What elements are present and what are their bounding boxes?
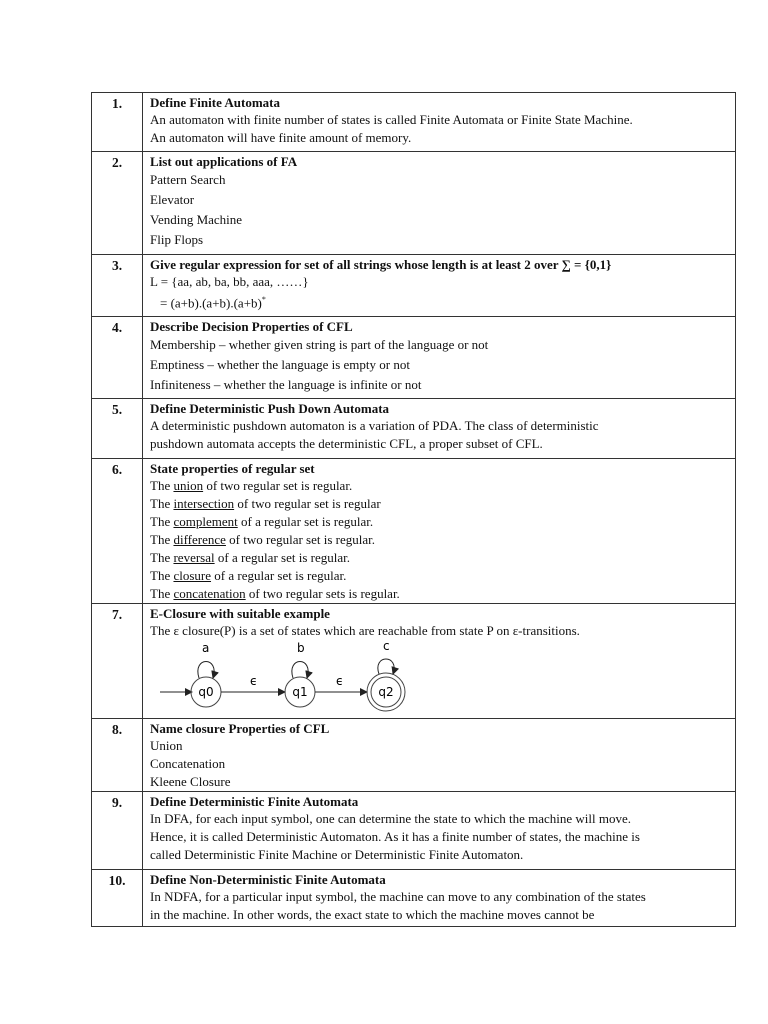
property-prefix: The — [150, 532, 174, 547]
property-line — [150, 531, 729, 549]
property-suffix: of a regular set is regular. — [214, 550, 350, 565]
answer-line — [150, 291, 729, 312]
row-number: 6. — [92, 459, 143, 604]
property-prefix: The — [150, 550, 174, 565]
question: E-Closure with suitable example — [150, 606, 330, 621]
answer-line: The ε closure(P) is a set of states which are reachable from state P on ε-transitions. — [150, 623, 580, 638]
table-row — [92, 93, 736, 152]
property-prefix: The — [150, 586, 174, 601]
row-number: 7. — [92, 604, 143, 719]
property-term: reversal — [173, 550, 215, 565]
row-number: 4. — [92, 317, 143, 399]
list-item: Pattern Search — [150, 172, 226, 187]
property-prefix: The — [150, 568, 174, 583]
list-item: Union — [150, 738, 183, 753]
self-loop — [292, 662, 308, 679]
epsilon-closure-diagram — [150, 642, 420, 714]
answer-line: An automaton with finite number of states is called Finite Automata or Finite State Machine. — [150, 112, 633, 127]
row-number: 5. — [92, 399, 143, 459]
property-prefix: The — [150, 496, 174, 511]
question: State properties of regular set — [150, 461, 315, 476]
property-term: union — [173, 478, 204, 493]
transition-label: ϵ — [336, 674, 344, 688]
row-number: 1. — [92, 93, 143, 152]
row-content — [143, 604, 736, 719]
property-term: intersection — [173, 496, 235, 511]
self-loop — [198, 662, 214, 679]
table-row — [92, 792, 736, 870]
list-item: Elevator — [150, 192, 195, 207]
list-item: Vending Machine — [150, 212, 243, 227]
answer-line: Membership – whether given string is part of the language or not — [150, 337, 489, 352]
property-term: closure — [173, 568, 212, 583]
property-suffix: of a regular set is regular. — [211, 568, 347, 583]
answer-line: in the machine. In other words, the exact state to which the machine moves cannot be — [150, 907, 595, 922]
property-line — [150, 477, 729, 495]
table-row — [92, 719, 736, 792]
table-row — [92, 870, 736, 927]
row-number: 2. — [92, 152, 143, 255]
row-content — [143, 317, 736, 399]
row-number: 9. — [92, 792, 143, 870]
row-number: 3. — [92, 255, 143, 317]
answer-line: In NDFA, for a particular input symbol, the machine can move to any combination of the states — [150, 889, 646, 904]
property-line — [150, 495, 729, 513]
row-number: 8. — [92, 719, 143, 792]
state-label: q2 — [378, 685, 394, 699]
answer-line: Hence, it is called Deterministic Automaton. As it has a finite number of states, the machine is — [150, 829, 640, 844]
property-line — [150, 549, 729, 567]
kleene-star: * — [261, 295, 266, 304]
row-content — [143, 719, 736, 792]
row-content — [143, 792, 736, 870]
answer-line: In DFA, for each input symbol, one can determine the state to which the machine will move. — [150, 811, 631, 826]
table-row — [92, 317, 736, 399]
property-suffix: of two regular sets is regular. — [245, 586, 400, 601]
property-line — [150, 567, 729, 585]
question: Define Deterministic Finite Automata — [150, 794, 359, 809]
state-label: q1 — [292, 685, 308, 699]
loop-label: b — [297, 642, 305, 655]
property-term: concatenation — [173, 586, 246, 601]
answer-line: Infiniteness – whether the language is infinite or not — [150, 377, 422, 392]
answer-line: L = {aa, ab, ba, bb, aaa, ……} — [150, 274, 309, 289]
row-content — [143, 870, 736, 927]
row-content — [143, 399, 736, 459]
loop-label: a — [202, 642, 210, 655]
list-item: Concatenation — [150, 756, 226, 771]
table-row — [92, 459, 736, 604]
answer-line: Emptiness – whether the language is empty or not — [150, 357, 410, 372]
table-row — [92, 399, 736, 459]
question: Give regular expression for set of all strings whose length is at least 2 over ∑ = {0,1} — [150, 257, 612, 272]
list-item: Kleene Closure — [150, 774, 231, 789]
property-prefix: The — [150, 514, 174, 529]
qa-table — [91, 92, 736, 927]
property-line — [150, 513, 729, 531]
row-number: 10. — [92, 870, 143, 927]
answer-line: pushdown automata accepts the deterministic CFL, a proper subset of CFL. — [150, 436, 543, 451]
loop-label: c — [383, 642, 390, 653]
property-suffix: of two regular set is regular. — [225, 532, 376, 547]
question: Define Finite Automata — [150, 95, 280, 110]
row-content — [143, 255, 736, 317]
table-row — [92, 255, 736, 317]
table-row — [92, 604, 736, 719]
table-row — [92, 152, 736, 255]
property-line — [150, 585, 729, 603]
row-content — [143, 152, 736, 255]
property-suffix: of a regular set is regular. — [237, 514, 374, 529]
property-suffix: of two regular set is regular — [234, 496, 381, 511]
property-term: complement — [173, 514, 238, 529]
question: Name closure Properties of CFL — [150, 721, 330, 736]
property-term: difference — [173, 532, 226, 547]
question: Describe Decision Properties of CFL — [150, 319, 353, 334]
row-content — [143, 93, 736, 152]
answer-line: called Deterministic Finite Machine or Deterministic Finite Automaton. — [150, 847, 524, 862]
state-label: q0 — [198, 685, 214, 699]
list-item: Flip Flops — [150, 232, 204, 247]
answer-line: An automaton will have finite amount of memory. — [150, 130, 412, 145]
question: List out applications of FA — [150, 154, 298, 169]
transition-label: ϵ — [250, 674, 258, 688]
regex-expression: = (a+b).(a+b).(a+b) — [160, 295, 262, 311]
row-content — [143, 459, 736, 604]
property-suffix: of two regular set is regular. — [203, 478, 353, 493]
question: Define Non-Deterministic Finite Automata — [150, 872, 386, 887]
self-loop — [378, 659, 394, 674]
question: Define Deterministic Push Down Automata — [150, 401, 390, 416]
answer-line: A deterministic pushdown automaton is a variation of PDA. The class of deterministic — [150, 418, 599, 433]
property-prefix: The — [150, 478, 174, 493]
